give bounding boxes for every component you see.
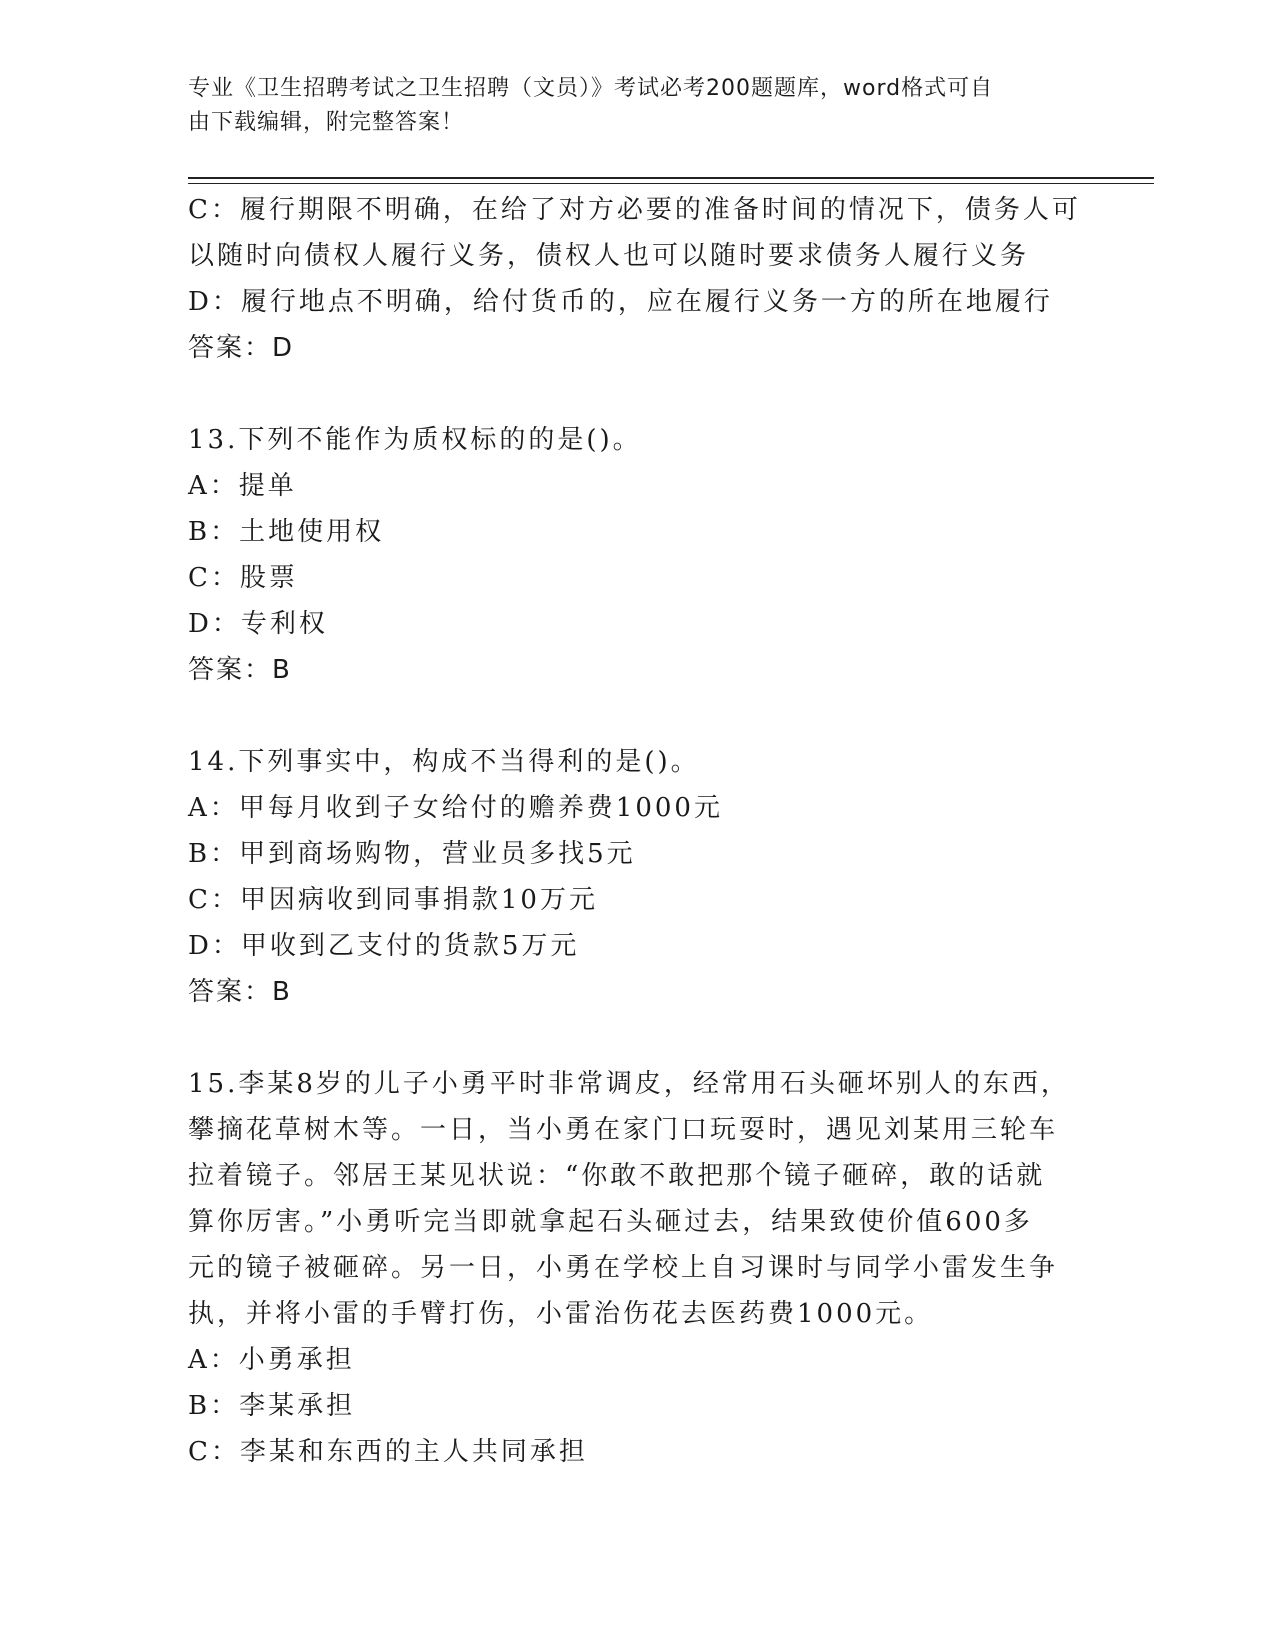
q15-stem-line-6: 执，并将小雷的手臂打伤，小雷治伤花去医药费1000元。 bbox=[188, 1299, 934, 1329]
document-header bbox=[188, 72, 1068, 140]
q13-option-a: A：提单 bbox=[188, 471, 297, 501]
header-line-2: 由下载编辑，附完整答案！ bbox=[188, 110, 465, 135]
q13-option-b: B：土地使用权 bbox=[188, 517, 385, 547]
q13-option-c: C：股票 bbox=[188, 563, 298, 593]
q14-stem: 14.下列事实中，构成不当得利的是()。 bbox=[188, 747, 700, 777]
header-line-1: 专业《卫生招聘考试之卫生招聘（文员）》考试必考200题题库，word格式可自 bbox=[188, 76, 994, 101]
q12-option-d: D：履行地点不明确，给付货币的，应在履行义务一方的所在地履行 bbox=[188, 287, 1053, 317]
q15-option-a: A：小勇承担 bbox=[188, 1345, 355, 1375]
q12-answer: 答案：D bbox=[188, 333, 295, 363]
q15-option-c: C：李某和东西的主人共同承担 bbox=[188, 1437, 588, 1467]
q13-stem: 13.下列不能作为质权标的的是()。 bbox=[188, 425, 642, 455]
q14-answer: 答案：B bbox=[188, 977, 292, 1007]
q13-answer: 答案：B bbox=[188, 655, 292, 685]
header-rule-thin bbox=[188, 183, 1154, 184]
q15-stem-line-3: 拉着镜子。邻居王某见状说：“你敢不敢把那个镜子砸碎，敢的话就 bbox=[188, 1161, 1046, 1191]
q15-stem-line-2: 攀摘花草树木等。一日，当小勇在家门口玩耍时，遇见刘某用三轮车 bbox=[188, 1115, 1059, 1145]
q14-option-c: C：甲因病收到同事捐款10万元 bbox=[188, 885, 598, 915]
q13-option-d: D：专利权 bbox=[188, 609, 328, 639]
q12-option-c-line-1: C：履行期限不明确，在给了对方必要的准备时间的情况下，债务人可 bbox=[188, 195, 1081, 225]
q15-stem-line-1: 15.李某8岁的儿子小勇平时非常调皮，经常用石头砸坏别人的东西， bbox=[188, 1069, 1070, 1099]
header-rule-thick bbox=[188, 177, 1154, 179]
q14-option-b: B：甲到商场购物，营业员多找5元 bbox=[188, 839, 636, 869]
q14-option-a: A：甲每月收到子女给付的赡养费1000元 bbox=[188, 793, 723, 823]
q15-option-b: B：李某承担 bbox=[188, 1391, 356, 1421]
document-body bbox=[188, 187, 1088, 1475]
q15-stem-line-5: 元的镜子被砸碎。另一日，小勇在学校上自习课时与同学小雷发生争 bbox=[188, 1253, 1059, 1283]
q12-option-c-line-2: 以随时向债权人履行义务，债权人也可以随时要求债务人履行义务 bbox=[188, 241, 1030, 271]
q15-stem-line-4: 算你厉害。”小勇听完当即就拿起石头砸过去，结果致使价值600多 bbox=[188, 1207, 1033, 1237]
q14-option-d: D：甲收到乙支付的货款5万元 bbox=[188, 931, 580, 961]
